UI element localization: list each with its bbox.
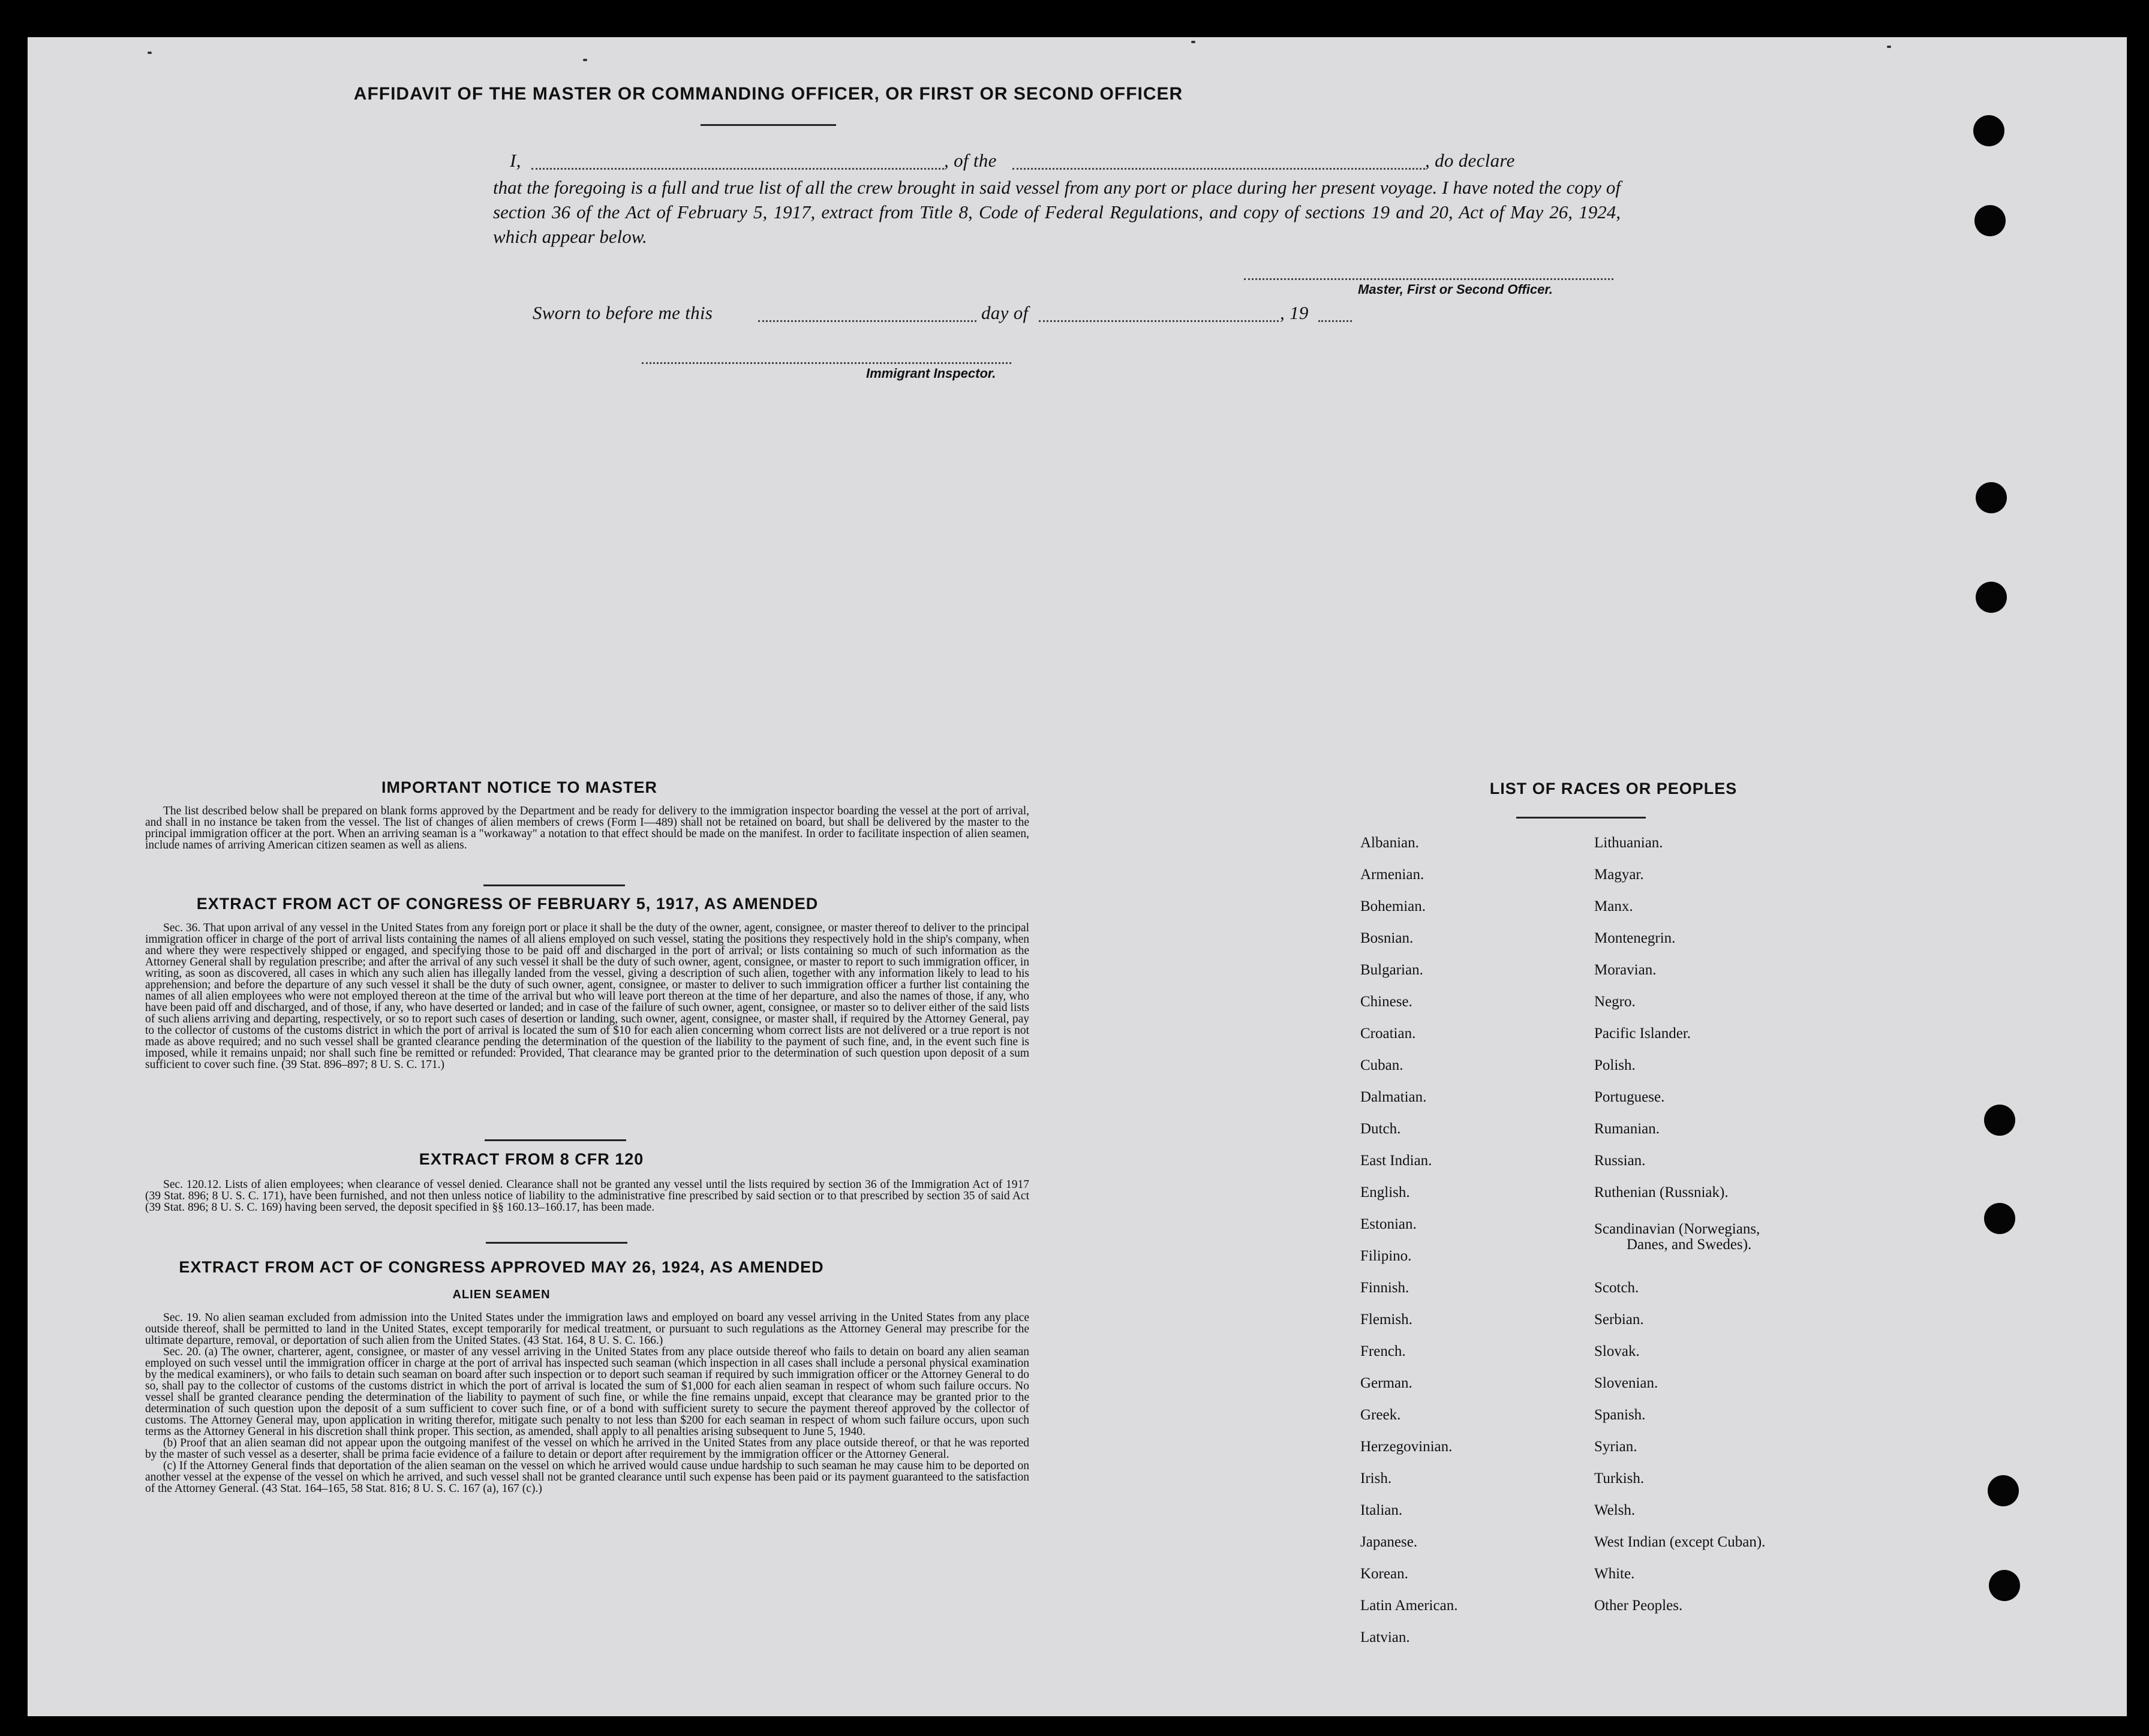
i-label: I,	[510, 150, 521, 171]
extract-1924-text	[145, 1312, 1029, 1494]
section-20a-paragraph: Sec. 20. (a) The owner, charterer, agent, consignee, or master of any vessel arriving in the United States from any place outside thereof who fails to detain on board any alien seaman employed on such vessel until the immigration officer in charge at the port of arrival has inspected such seaman (which inspection in all cases shall include a personal physical examination by the medical examiners), or who fails to detain such seaman on board after such inspection or to deport such seaman if required by such immigration officer or the Attorney General to do so, shall pay to the collector of customs of the customs district in which the port of arrival is located the sum of $1,000 for each alien seaman in respect of whom such failure occurs. No vessel shall be granted clearance pending the determination of the liability to payment of such fine, or while the fine remains unpaid, except that clearance may be granted prior to the determination of such question upon the deposit of a sum sufficient to cover such fine, or of a bond with sufficient surety to secure the payment thereof approved by the collector of customs. The Attorney General may, upon application in writing therefor, mitigate such penalty to not less than $200 for each seaman in respect of whom such failure occurs, upon such terms as the Attorney General in his discretion shall think proper. This section, as amended, shall apply to all penalties arising subsequent to June 5, 1940.	[145, 1346, 1029, 1438]
race-item: Turkish.	[1594, 1470, 1645, 1487]
race-item: Armenian.	[1360, 867, 1424, 883]
divider	[1516, 817, 1646, 819]
punch-hole	[1988, 1475, 2019, 1506]
race-item: Albanian.	[1360, 835, 1419, 851]
sworn-day-field[interactable]	[758, 320, 976, 322]
race-item: English.	[1360, 1184, 1410, 1201]
race-item: Scotch.	[1594, 1280, 1639, 1296]
vessel-name-field[interactable]	[1012, 168, 1425, 170]
notice-paragraph: The list described below shall be prepared on blank forms approved by the Department and be ready for delivery to the immigration inspector boarding the vessel at the port of arrival, and shall in no instance be taken from the vessel. The list of changes of alien members of crews (Form I—489) shall not be retained on board, but shall be delivered by the master to the principal immigration officer at the port. When an arriving seaman is a "workaway" a notation to that effect should be made on the manifest. In order to facilitate inspection of alien seamen, include names of arriving American citizen seamen as well as aliens.	[145, 805, 1029, 852]
sworn-label: Sworn to before me this	[533, 302, 713, 323]
year-label: , 19	[1280, 302, 1309, 323]
race-item: Slovenian.	[1594, 1375, 1658, 1391]
race-item: Irish.	[1360, 1470, 1392, 1487]
race-item: Cuban.	[1360, 1057, 1403, 1073]
race-item: Greek.	[1360, 1407, 1401, 1423]
race-item: Polish.	[1594, 1057, 1636, 1073]
day-of-label: day of	[981, 302, 1029, 323]
race-item: French.	[1360, 1343, 1406, 1359]
extract-1924-title: EXTRACT FROM ACT OF CONGRESS APPROVED MAY 26, 1924, AS AMENDED	[179, 1258, 824, 1276]
punch-hole	[1974, 205, 2006, 236]
extract-cfr-title: EXTRACT FROM 8 CFR 120	[419, 1150, 644, 1168]
races-title: LIST OF RACES OR PEOPLES	[1489, 780, 1738, 798]
race-item: Lithuanian.	[1594, 835, 1663, 851]
race-item: Ruthenian (Russniak).	[1594, 1184, 1729, 1201]
race-item: Manx.	[1594, 898, 1633, 914]
inspector-signature-field[interactable]	[642, 362, 1011, 364]
declarant-line	[510, 150, 1649, 174]
declaration-text: that the foregoing is a full and true list of all the crew brought in said vessel from any port or place during her present voyage. I have noted the copy of section 36 of the Act of February 5, 1917, extract from Title 8, Code of Federal Regulations, and copy of sections 19 and 20, Act of May 26, 1924, which appear below.	[493, 177, 1621, 247]
race-item: Dalmatian.	[1360, 1089, 1427, 1105]
race-item: Bosnian.	[1360, 930, 1414, 946]
race-item: Montenegrin.	[1594, 930, 1676, 946]
race-item: Welsh.	[1594, 1502, 1636, 1518]
race-item: Syrian.	[1594, 1439, 1637, 1455]
divider	[485, 1139, 626, 1141]
do-declare-label: , do declare	[1425, 150, 1515, 171]
sworn-line	[533, 302, 1372, 326]
sworn-month-field[interactable]	[1039, 320, 1279, 322]
race-item: Magyar.	[1594, 867, 1644, 883]
race-item: Finnish.	[1360, 1280, 1409, 1296]
race-item: Russian.	[1594, 1153, 1646, 1169]
divider	[483, 884, 625, 886]
of-the-label: , of the	[944, 150, 997, 171]
race-item: East Indian.	[1360, 1153, 1432, 1169]
race-item: German.	[1360, 1375, 1412, 1391]
race-item: Rumanian.	[1594, 1121, 1660, 1137]
race-item: Bohemian.	[1360, 898, 1426, 914]
speck	[1191, 41, 1195, 43]
race-item: Chinese.	[1360, 994, 1412, 1010]
race-item: Korean.	[1360, 1566, 1408, 1582]
divider	[701, 124, 836, 126]
race-item: West Indian (except Cuban).	[1594, 1534, 1766, 1550]
alien-seamen-subtitle: ALIEN SEAMEN	[452, 1288, 551, 1301]
form-sheet	[28, 37, 2127, 1716]
race-item: Scandinavian (Norwegians,	[1594, 1221, 1760, 1237]
punch-hole	[1976, 582, 2007, 613]
race-item: White.	[1594, 1566, 1635, 1582]
race-item: Bulgarian.	[1360, 962, 1423, 978]
race-item: Italian.	[1360, 1502, 1403, 1518]
punch-hole	[1984, 1105, 2015, 1136]
race-item: Portuguese.	[1594, 1089, 1665, 1105]
extract-1917-title: EXTRACT FROM ACT OF CONGRESS OF FEBRUARY 5, 1917, AS AMENDED	[196, 895, 819, 913]
race-item: Japanese.	[1360, 1534, 1418, 1550]
extract-1917-text	[145, 922, 1029, 1070]
speck	[148, 52, 152, 54]
section-19-paragraph: Sec. 19. No alien seaman excluded from admission into the United States under the immigration laws and employed on board any vessel arriving in the United States from any place outside thereof, shall be permitted to land in the United States, except temporarily for medical treatment, or pursuant to such regulations as the Attorney General may prescribe for the ultimate departure, removal, or deportation of such alien from the United States. (43 Stat. 164, 8 U. S. C. 166.)	[145, 1311, 1029, 1347]
section-20c-paragraph: (c) If the Attorney General finds that deportation of the alien seaman on the vessel on which he arrived would cause undue hardship to such seaman he may cause him to be deported on another vessel at the expense of the vessel on which he arrived, and such vessel shall not be granted clearance until such expense has been paid or its payment guaranteed to the satisfaction of the Attorney General. (43 Stat. 164–165, 58 Stat. 816; 8 U. S. C. 167 (a), 167 (c).)	[145, 1460, 1029, 1495]
section-36-paragraph: Sec. 36. That upon arrival of any vessel in the United States from any foreign port or place it shall be the duty of the owner, agent, consignee, or master thereof to deliver to the principal immigration officer in charge of the port of arrival lists containing the names of all aliens employed on such vessel, stating the positions they respectively hold in the ship's company, when and where they were respectively shipped or engaged, and specifying those to be paid off and discharged in the port of arrival; or lists containing so much of such information as the Attorney General shall by regulation prescribe; and after the arrival of any such vessel it shall be the duty of such owner, agent, consignee, or master to report to such immigration officer, in writing, as soon as discovered, all cases in which any such alien has illegally landed from the vessel, giving a description of such alien, together with any information likely to lead to his apprehension; and before the departure of any such vessel it shall be the duty of such owner, agent, consignee, or master to deliver to such immigration officer a further list containing the names of all alien employees who were not employed thereon at the time of the arrival but who will leave port thereon at the time of her departure, and also the names of those, if any, who have been paid off and discharged, and of those, if any, who have deserted or landed; and in case of the failure of such owner, agent, consignee, or master so to deliver either of the said lists of such aliens arriving and departing, respectively, or so to report such cases of desertion or landing, such owner, agent, consignee, or master shall, if required by the Attorney General, pay to the collector of customs of the customs district in which the port of arrival is located the sum of $10 for each alien concerning whom correct lists are not delivered or a true report is not made as above required; and no such vessel shall be granted clearance pending the determination of the question of the liability to the payment of such fine, and, in the event such fine is imposed, while it remains unpaid; nor shall such fine be remitted or refunded: Provided, That clearance may be granted prior to the determination of such question upon deposit of a sum sufficient to cover such fine. (39 Stat. 896–897; 8 U. S. C. 171.)	[145, 922, 1029, 1071]
sworn-year-field[interactable]	[1318, 320, 1352, 322]
master-signature-label: Master, First or Second Officer.	[1358, 282, 1553, 297]
notice-title: IMPORTANT NOTICE TO MASTER	[381, 778, 657, 796]
race-item: Herzegovinian.	[1360, 1439, 1453, 1455]
divider	[486, 1242, 627, 1244]
race-item: Spanish.	[1594, 1407, 1646, 1423]
speck	[583, 59, 587, 61]
inspector-signature-label: Immigrant Inspector.	[866, 366, 996, 381]
extract-cfr-text	[145, 1179, 1029, 1213]
race-item: Flemish.	[1360, 1311, 1412, 1328]
race-item: Latvian.	[1360, 1629, 1410, 1645]
race-item: Slovak.	[1594, 1343, 1640, 1359]
declarant-name-field[interactable]	[531, 168, 944, 170]
punch-hole	[1989, 1570, 2020, 1601]
section-120-paragraph: Sec. 120.12. Lists of alien employees; when clearance of vessel denied. Clearance shall not be granted any vessel until the lists required by section 36 of the Immigration Act of 1917 (39 Stat. 896; 8 U. S. C. 171), have been furnished, and not then unless notice of liability to the administrative fine prescribed by said section or to that prescribed by section 35 of said Act (39 Stat. 896; 8 U. S. C. 169) having been served, the deposit specified in §§ 160.13–160.17, has been made.	[145, 1178, 1029, 1214]
race-item: Dutch.	[1360, 1121, 1401, 1137]
race-item: Pacific Islander.	[1594, 1025, 1691, 1042]
punch-hole	[1984, 1203, 2015, 1234]
race-item: Danes, and Swedes).	[1627, 1236, 1752, 1253]
section-20b-paragraph: (b) Proof that an alien seaman did not appear upon the outgoing manifest of the vessel on which he arrived in the United States from any place outside thereof, or that he was reported by the master of such vessel as a deserter, shall be prima facie evidence of a failure to detain or deport after requirement by the immigration officer or the Attorney General.	[145, 1437, 1029, 1461]
race-item: Serbian.	[1594, 1311, 1644, 1328]
race-item: Negro.	[1594, 994, 1636, 1010]
punch-hole	[1973, 115, 2004, 146]
race-item: Estonian.	[1360, 1216, 1417, 1232]
notice-text	[145, 805, 1029, 851]
race-item: Other Peoples.	[1594, 1597, 1683, 1614]
race-item: Latin American.	[1360, 1597, 1458, 1614]
master-signature-field[interactable]	[1244, 278, 1613, 280]
speck	[1887, 46, 1891, 48]
race-item: Moravian.	[1594, 962, 1657, 978]
race-item: Croatian.	[1360, 1025, 1416, 1042]
race-item: Filipino.	[1360, 1248, 1412, 1264]
punch-hole	[1976, 482, 2007, 513]
affidavit-title: AFFIDAVIT OF THE MASTER OR COMMANDING OFFICER, OR FIRST OR SECOND OFFICER	[353, 84, 1183, 104]
